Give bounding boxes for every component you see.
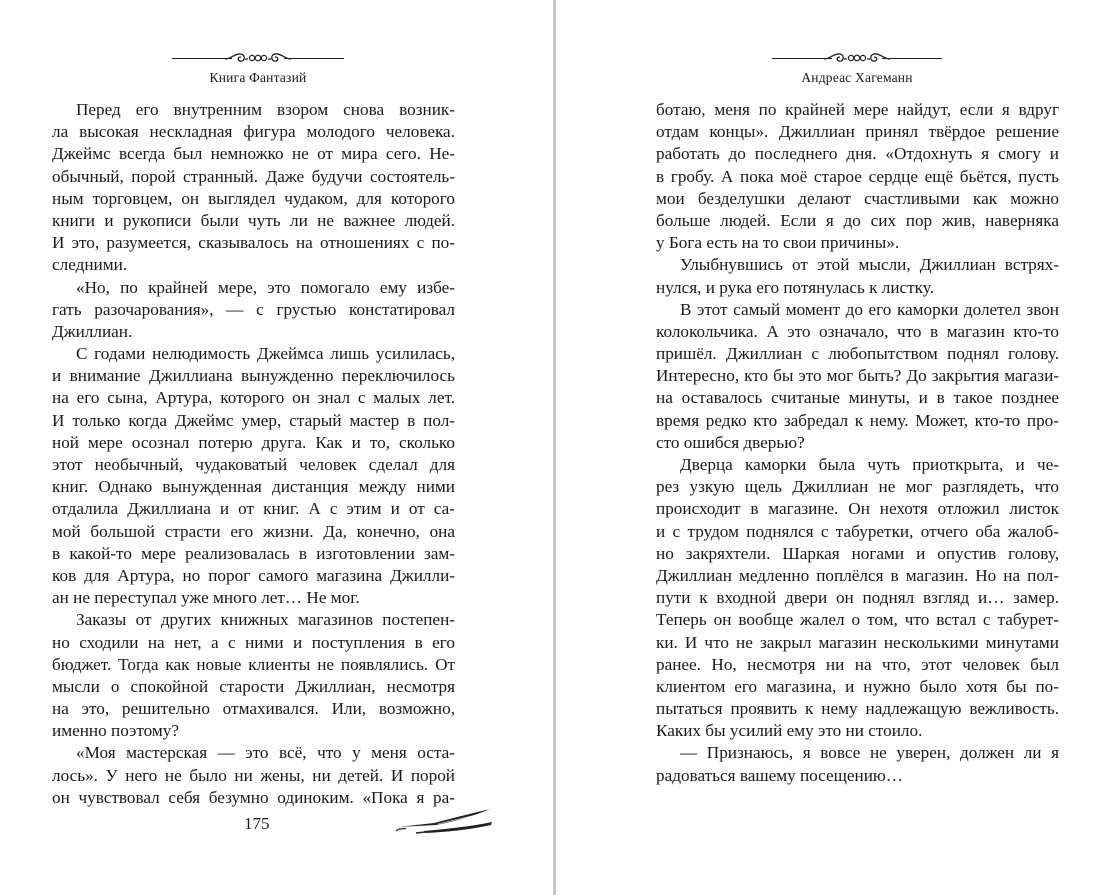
text-line: именно поэтому? bbox=[52, 721, 180, 741]
text-line: Заказы от других книжных магазинов постепен- bbox=[76, 610, 455, 630]
right-running-head bbox=[772, 50, 942, 90]
right-body-text bbox=[656, 99, 1059, 787]
text-line: Улыбнувшись от этой мысли, Джиллиан встрях- bbox=[680, 255, 1059, 275]
text-line: мысли о спокойной старости Джиллиан, несмотря bbox=[52, 676, 455, 696]
text-line: и с трудом поднялся с табуретки, отчего оба жалоб- bbox=[656, 521, 1059, 541]
text-line: С годами нелюдимость Джеймса лишь усилилась, bbox=[76, 344, 455, 364]
text-line: Каких бы усилий ему это ни стоило. bbox=[656, 721, 923, 741]
text-line: ан не переступал уже много лет… Не мог. bbox=[52, 588, 360, 608]
text-line: время редко кто забредал к нему. Может, кто-то про- bbox=[656, 410, 1059, 430]
text-line: обычный, порой странный. Даже будучи состоятель- bbox=[52, 166, 455, 186]
text-line: — Признаюсь, я вовсе не уверен, должен ли я bbox=[680, 743, 1059, 763]
text-line: работать до последнего дня. «Отдохнуть я смогу и bbox=[656, 144, 1059, 164]
text-line: на это, решительно отмахивался. Или, возможно, bbox=[52, 699, 455, 719]
text-line: ла высокая нескладная фигура молодого человека. bbox=[52, 122, 455, 142]
text-line: «Но, по крайней мере, это помогало ему избе- bbox=[76, 277, 455, 297]
running-head-title: Андреас Хагеманн bbox=[801, 70, 913, 85]
text-line: на оставалось считаные минуты, и в такое позднее bbox=[656, 388, 1059, 408]
text-line: клиентом его магазина, и нужно было хотя бы по- bbox=[656, 676, 1059, 696]
text-line: пути к входной двери он поднял взгляд и… замер. bbox=[656, 588, 1059, 608]
text-line: ным торговцем, он выглядел чудаком, для которого bbox=[52, 188, 455, 208]
text-line: на его сына, Артура, которого он знал с малых лет. bbox=[52, 388, 455, 408]
text-line: этот необычный, чудаковатый человек сделал для bbox=[52, 455, 455, 474]
left-body-text bbox=[52, 99, 455, 809]
text-line: в какой-то мере реализовалась в изготовлении зам- bbox=[52, 543, 455, 563]
text-line: книг. Однако вынужденная дистанция между ними bbox=[52, 477, 455, 497]
text-line: Джиллиан медленно поплёлся в магазин. Но на пол- bbox=[656, 565, 1059, 585]
text-line: ки. И что не закрыл магазин несколькими минутами bbox=[656, 632, 1059, 652]
header-rule-right bbox=[284, 58, 344, 59]
flourish-ornament-icon bbox=[822, 50, 892, 66]
text-line: у Бога есть на то свои причины». bbox=[656, 233, 900, 253]
text-line: Дверца каморки была чуть приоткрыта, и че- bbox=[680, 455, 1059, 474]
text-line: бюджет. Тогда как новые клиенты не появлялись. От bbox=[52, 654, 455, 674]
text-line: ботаю, меня по крайней мере найдут, если я вдруг bbox=[656, 100, 1059, 119]
text-line: Теперь он вообще жалел о том, что встал с табурет- bbox=[656, 610, 1059, 630]
text-line: и внимание Джиллиана вынужденно переключилось bbox=[52, 366, 455, 386]
text-line: происходит в магазине. Он нехотя отложил листок bbox=[656, 499, 1059, 519]
text-line: Джиллиан. bbox=[52, 321, 133, 341]
text-line: в гробу. А пока моё старое сердце ещё бьётся, пусть bbox=[656, 166, 1059, 186]
text-line: он чувствовал себя безумно одиноким. «Пока я ра- bbox=[52, 787, 455, 807]
left-page bbox=[0, 0, 553, 895]
text-line: но закряхтели. Шаркая ногами и опустив голову, bbox=[656, 543, 1059, 563]
text-line: «Моя мастерская — это всё, что у меня оста- bbox=[76, 743, 455, 763]
text-line: сто ошибся дверью? bbox=[656, 432, 805, 452]
text-line: книги и рукописи были чуть ли не важнее людей. bbox=[52, 210, 455, 230]
quill-pens-icon bbox=[394, 805, 494, 835]
text-line: ков для Артура, но порог самого магазина Джилли- bbox=[52, 565, 455, 585]
text-line: ранее. Но, несмотря ни на что, этот человек был bbox=[656, 654, 1059, 674]
text-line: больше людей. Если я до сих пор жив, наверняка bbox=[656, 210, 1059, 230]
text-line: И только когда Джеймс умер, старый мастер в пол- bbox=[52, 410, 455, 430]
text-line: И это, разумеется, сказывалось на отношениях с по- bbox=[52, 233, 455, 253]
running-head-title: Книга Фантазий bbox=[209, 70, 307, 85]
text-line: но сходили на нет, а с ними и поступления в его bbox=[52, 632, 455, 652]
text-line: колокольчика. А это означало, что в магазин кто-то bbox=[656, 321, 1059, 341]
text-line: гать разочарования», — с грустью констатировал bbox=[52, 299, 455, 319]
page-number: 175 bbox=[244, 814, 270, 833]
text-line: Перед его внутренним взором снова возник- bbox=[76, 100, 455, 119]
text-line: лось». У него не было ни жены, ни детей. И порой bbox=[52, 765, 455, 785]
text-line: В этот самый момент до его каморки долетел звон bbox=[680, 299, 1059, 319]
text-line: радоваться вашему посещению… bbox=[656, 765, 903, 785]
text-line: Джеймс всегда был немножко не от мира сего. Не- bbox=[52, 144, 455, 164]
text-line: пришёл. Джиллиан с любопытством поднял голову. bbox=[656, 344, 1059, 364]
left-running-head bbox=[172, 50, 344, 90]
text-line: пытаться проявить к нему надлежащую вежливость. bbox=[656, 699, 1059, 719]
text-line: отдам концы». Джиллиан принял твёрдое решение bbox=[656, 122, 1059, 142]
text-line: мои безделушки делают счастливыми как можно bbox=[656, 188, 1059, 208]
text-line: следними. bbox=[52, 255, 128, 275]
text-line: мой большой страсти его жизни. Да, конечно, она bbox=[52, 521, 455, 541]
text-line: ной мере осознал потерю друга. Как и то, сколько bbox=[52, 432, 455, 452]
text-line: рез узкую щель Джиллиан не мог разглядеть, что bbox=[656, 477, 1059, 497]
text-line: нулся, и рука его потянулась к листку. bbox=[656, 277, 934, 297]
text-line: отдалила Джиллиана и от книг. А с этим и от са- bbox=[52, 499, 455, 519]
flourish-ornament-icon bbox=[223, 50, 293, 66]
text-line: Интересно, кто бы это мог быть? До закрытия магази- bbox=[656, 366, 1059, 386]
right-page bbox=[556, 0, 1113, 895]
